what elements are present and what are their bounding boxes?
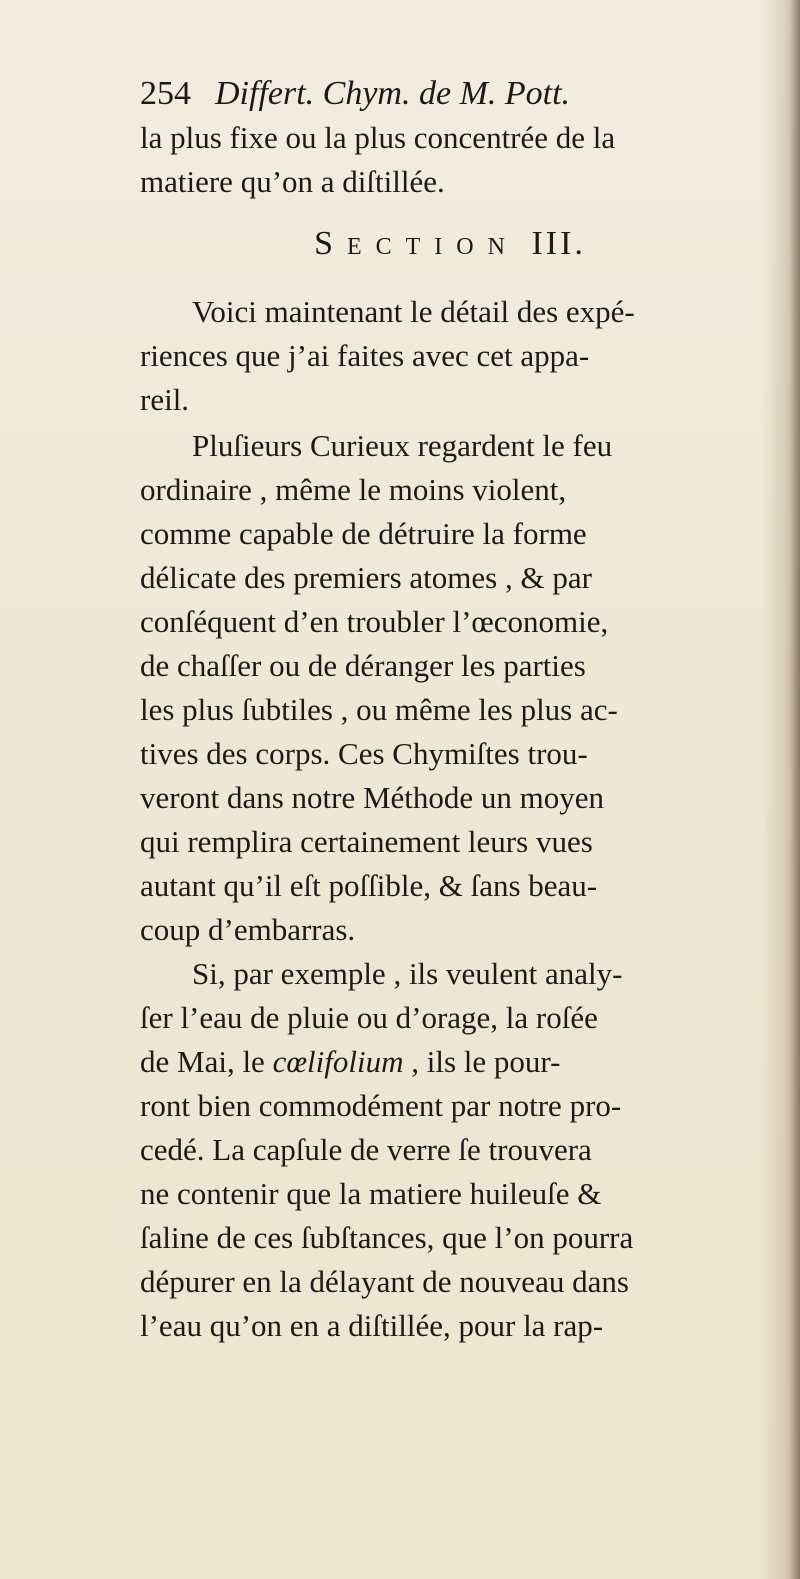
text-line-with-italic (140, 1040, 760, 1084)
paragraph-first-line: Si, par exemple , ils veulent analy- (192, 956, 623, 991)
italic-term: cœlifolium (272, 1044, 404, 1079)
text-line: veront dans notre Méthode un moyen (140, 780, 605, 815)
text-line: la plus fixe ou la plus concentrée de la (140, 120, 616, 155)
page-edge-shadow (790, 0, 800, 1579)
text-line: conſéquent d’en troubler l’œconomie, (140, 604, 609, 639)
paragraph-first-line: Pluſieurs Curieux regardent le feu (192, 428, 613, 463)
text-line: matiere qu’on a diſtillée. (140, 164, 445, 199)
paragraph-first-line: Voici maintenant le détail des expé- (192, 294, 635, 329)
text-line: de chaſſer ou de déranger les parties (140, 648, 586, 683)
text-line: ſer l’eau de pluie ou d’orage, la roſée (140, 1000, 598, 1035)
running-head (140, 72, 760, 116)
text-line: ordinaire , même le moins violent, (140, 472, 567, 507)
text-line: ront bien commodément par notre pro- (140, 1088, 622, 1123)
text-line: tives des corps. Ces Chymiſtes trou- (140, 736, 588, 771)
section-heading (140, 212, 760, 276)
text-line: riences que j’ai faites avec cet appa- (140, 338, 590, 373)
text-line: délicate des premiers atomes , & par (140, 560, 592, 595)
text-segment: de Mai, le (140, 1044, 273, 1079)
text-line: reil. (140, 382, 190, 417)
text-line: autant qu’il eſt poſſible, & ſans beau- (140, 868, 598, 903)
text-line: comme capable de détruire la forme (140, 516, 587, 551)
text-line: qui remplira certainement leurs vues (140, 824, 593, 859)
text-line: coup d’embarras. (140, 912, 356, 947)
text-line: les plus ſubtiles , ou même les plus ac- (140, 692, 618, 727)
text-line: ſaline de ces ſubſtances, que l’on pourra (140, 1220, 634, 1255)
page-number: 254 (140, 75, 191, 112)
running-title: Differt. Chym. de M. Pott. (215, 75, 571, 112)
text-line: l’eau qu’on en a diſtillée, pour la rap- (140, 1308, 604, 1343)
section-label: Section (314, 225, 519, 262)
text-segment: , ils le pour- (403, 1044, 561, 1079)
text-line: ne contenir que la matiere huileuſe & (140, 1176, 602, 1211)
text-line: cedé. La capſule de verre ſe trouvera (140, 1132, 592, 1167)
page-text-block (140, 72, 760, 1348)
text-line: dépurer en la délayant de nouveau dans (140, 1264, 629, 1299)
section-number: III. (531, 225, 586, 262)
